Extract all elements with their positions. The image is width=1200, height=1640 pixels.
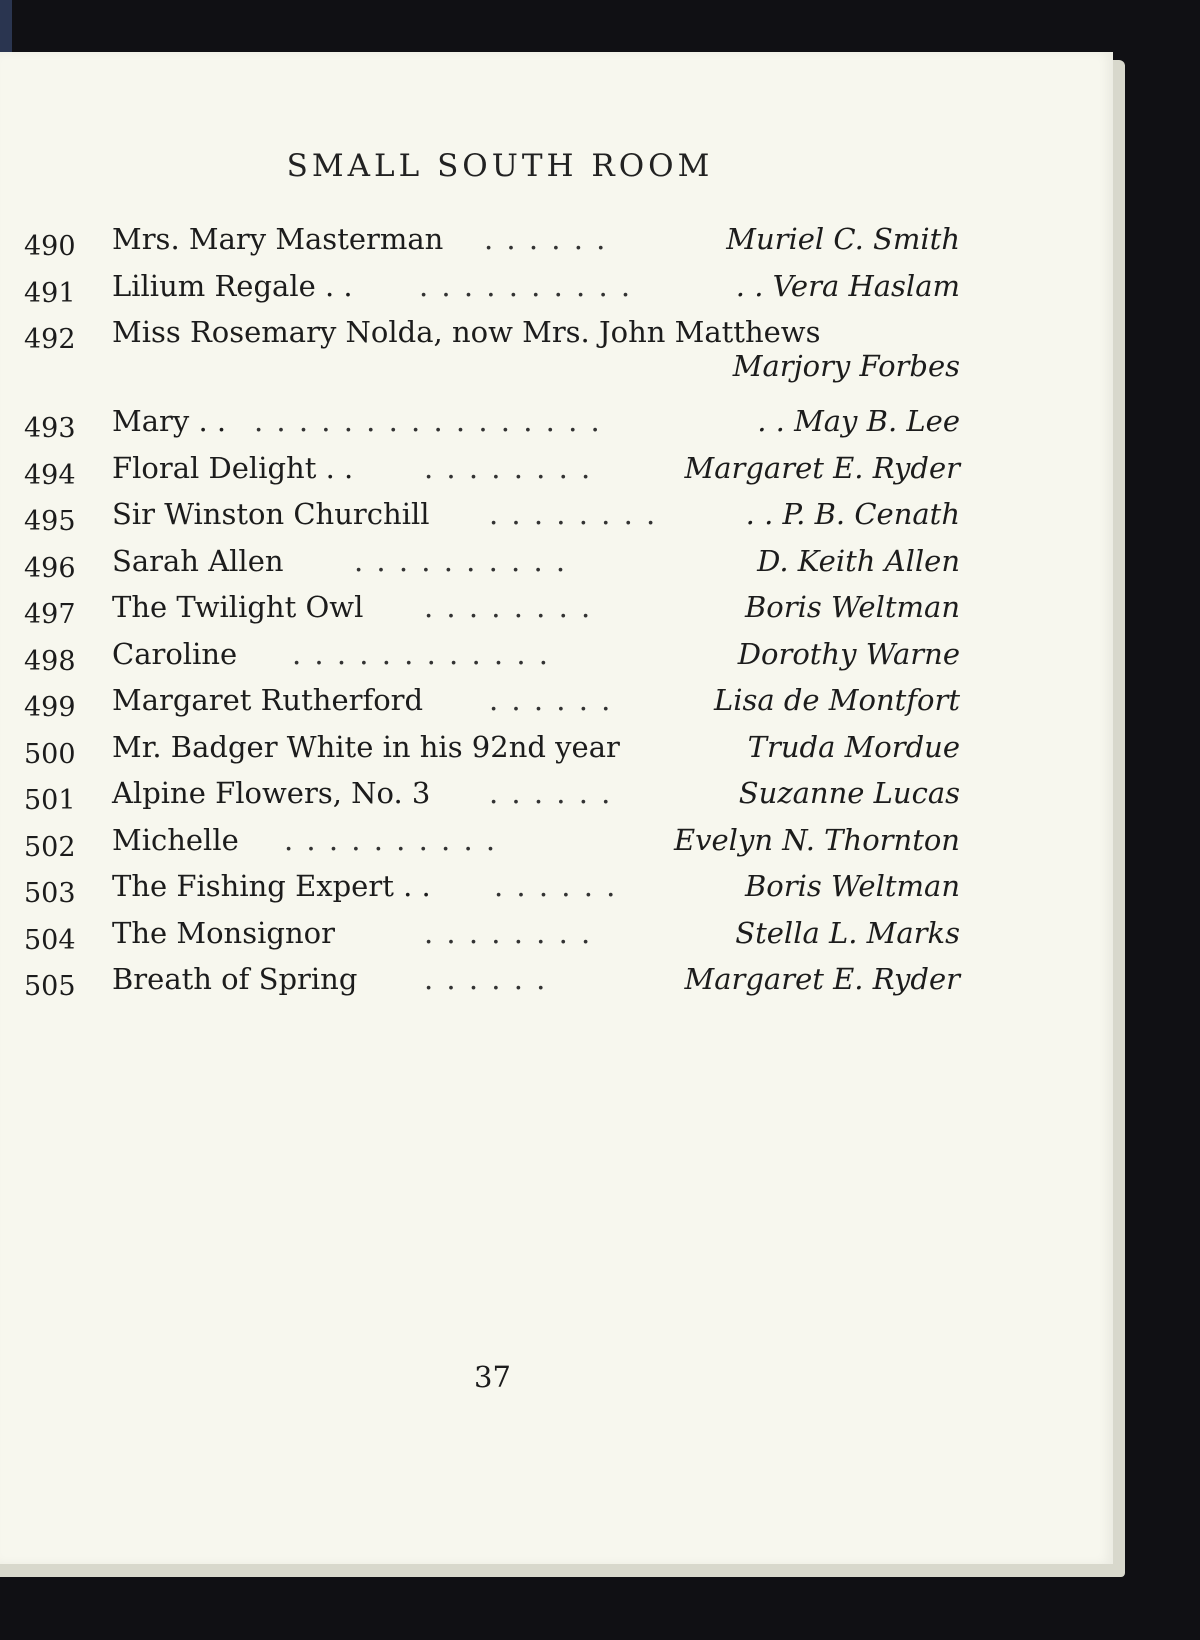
entry-artist: Boris Weltman	[744, 869, 960, 903]
entry-artist: D. Keith Allen	[757, 543, 960, 578]
catalogue-entry	[24, 449, 960, 496]
entry-number: 494	[24, 459, 76, 491]
dot-leader: . . . . . .	[489, 776, 613, 810]
catalogue-entry	[24, 542, 960, 589]
catalogue-entry	[24, 681, 960, 728]
entry-title: Sir Winston Churchill	[112, 497, 430, 531]
catalogue-entry	[24, 267, 960, 314]
entry-artist: Margaret E. Ryder	[684, 450, 960, 485]
entry-artist: . . Vera Haslam	[735, 268, 960, 303]
entry-title: Sarah Allen	[112, 543, 284, 578]
catalogue-entry	[24, 728, 960, 775]
dot-leader: . . . . . . . .	[489, 497, 658, 531]
entry-number: 505	[24, 971, 76, 1002]
entry-title: Mary . .	[112, 404, 227, 438]
dot-leader: . . . . . . . . . .	[284, 822, 498, 857]
entry-title: Miss Rosemary Nolda, now Mrs. John Matthews	[112, 315, 821, 349]
entry-number: 493	[24, 413, 76, 444]
entry-artist: Evelyn N. Thornton	[673, 822, 960, 857]
entry-number: 500	[24, 738, 76, 770]
catalogue-entry	[24, 821, 960, 868]
entry-number: 495	[24, 506, 76, 537]
entry-title: Caroline	[112, 636, 238, 671]
catalogue-entry	[24, 914, 960, 961]
entry-number: 503	[24, 878, 76, 909]
catalogue-entry	[24, 588, 960, 635]
entry-number: 496	[24, 552, 76, 584]
entry-artist: Dorothy Warne	[737, 636, 960, 671]
page-number: 37	[474, 1360, 511, 1394]
entry-artist: Truda Mordue	[747, 729, 960, 764]
entry-artist: Suzanne Lucas	[738, 776, 960, 810]
catalogue-entry	[24, 774, 960, 821]
dot-leader: . . . . . . . . . .	[419, 268, 633, 303]
dot-leader: . . . . . . . .	[424, 590, 593, 624]
entry-number: 492	[24, 324, 76, 355]
catalogue-list	[24, 220, 960, 1007]
entry-artist: Boris Weltman	[744, 590, 960, 624]
entry-title: Mr. Badger White in his 92nd year	[112, 729, 620, 764]
dot-leader: . . . . . . . . . .	[354, 543, 568, 578]
dot-leader: . . . . . . . . . . . . . . . .	[254, 404, 602, 438]
entry-number: 499	[24, 692, 76, 723]
entry-artist: . . May B. Lee	[757, 404, 960, 438]
entry-artist: Margaret E. Ryder	[684, 962, 960, 996]
entry-number: 497	[24, 599, 76, 630]
catalogue-entry	[24, 402, 960, 449]
entry-artist: Lisa de Montfort	[713, 683, 960, 717]
catalogue-entry	[24, 867, 960, 914]
room-title: SMALL SOUTH ROOM	[286, 148, 714, 184]
entry-number: 502	[24, 831, 76, 863]
entry-number: 498	[24, 645, 76, 677]
entry-title: Michelle	[112, 822, 239, 857]
entry-number: 501	[24, 785, 76, 816]
entry-title: Lilium Regale . .	[112, 268, 353, 303]
entry-number: 491	[24, 277, 76, 309]
entry-title: Margaret Rutherford	[112, 683, 424, 717]
entry-artist: . . P. B. Cenath	[745, 497, 960, 531]
catalogue-entry	[24, 495, 960, 542]
dot-leader: . . . . . .	[484, 222, 608, 256]
catalogue-entry	[24, 960, 960, 1007]
entry-title: The Twilight Owl	[112, 590, 364, 624]
catalogue-page	[0, 52, 1113, 1564]
dot-leader: . . . . . . . .	[424, 915, 593, 950]
catalogue-entry	[24, 635, 960, 682]
entry-artist: Muriel C. Smith	[726, 222, 960, 256]
entry-artist: Stella L. Marks	[735, 915, 960, 950]
entry-title: Floral Delight . .	[112, 450, 354, 485]
dot-leader: . . . . . . . .	[424, 450, 593, 485]
dot-leader: . . . . . . . . . . . .	[292, 636, 551, 671]
entry-number: 504	[24, 924, 76, 956]
catalogue-entry	[24, 220, 960, 267]
dot-leader: . . . . . .	[489, 683, 613, 717]
dot-leader: . . . . . .	[494, 869, 618, 903]
entry-title: Alpine Flowers, No. 3	[112, 776, 431, 810]
entry-number: 490	[24, 231, 76, 262]
entry-artist: Marjory Forbes	[732, 349, 960, 383]
entry-title: The Fishing Expert . .	[112, 869, 431, 903]
entry-title: Breath of Spring	[112, 962, 358, 996]
catalogue-entry	[24, 313, 960, 402]
entry-title: The Monsignor	[112, 915, 335, 950]
dot-leader: . . . . . .	[424, 962, 548, 996]
entry-title: Mrs. Mary Masterman	[112, 222, 444, 256]
